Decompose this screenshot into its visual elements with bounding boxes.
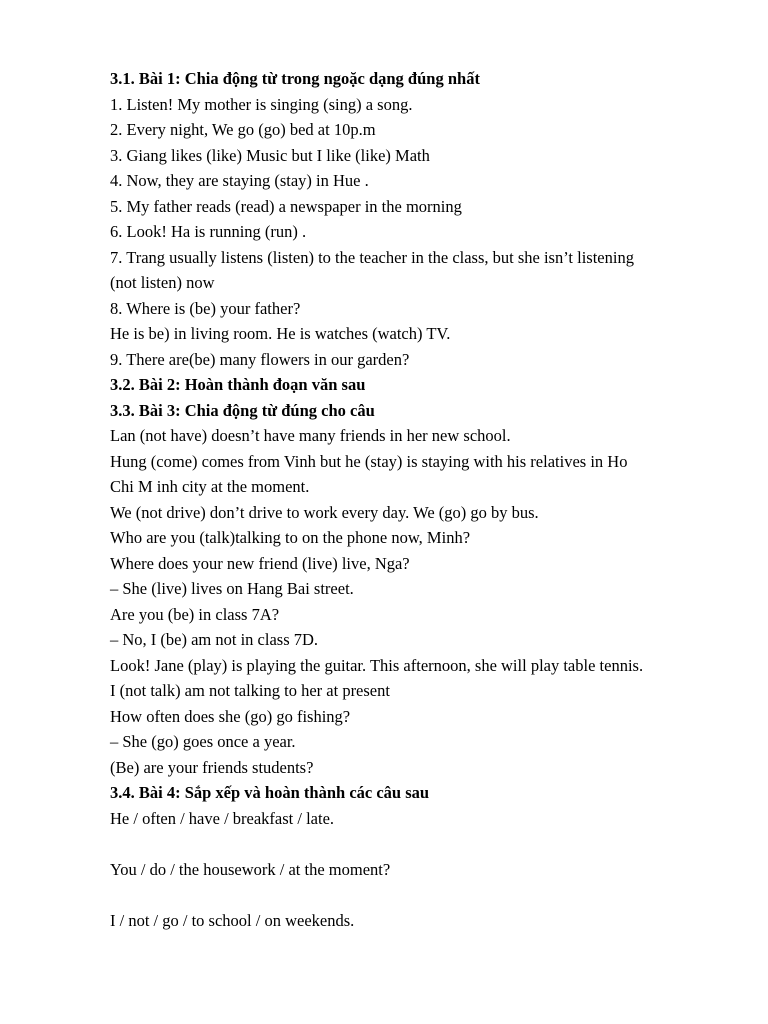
exercise-line: He / often / have / breakfast / late.	[110, 808, 335, 828]
exercise-line: Who are you (talk)talking to on the phone now, Minh?	[110, 528, 471, 547]
exercise-line: 4. Now, they are staying (stay) in Hue .	[110, 171, 369, 190]
exercise-line: 6. Look! Ha is running (run) .	[110, 222, 307, 241]
section-heading-3-4: 3.4. Bài 4: Sắp xếp và hoàn thành các câu sau	[110, 783, 430, 802]
exercise-line: – No, I (be) am not in class 7D.	[110, 630, 319, 649]
document-page	[110, 66, 710, 933]
exercise-line: 7. Trang usually listens (listen) to the teacher in the class, but she isn’t listening	[110, 247, 634, 267]
blank-line	[110, 831, 710, 857]
exercise-line: 3. Giang likes (like) Music but I like (like) Math	[110, 145, 430, 165]
exercise-line: (not listen) now	[110, 273, 215, 292]
blank-line	[110, 882, 710, 908]
section-heading-3-1: 3.1. Bài 1: Chia động từ trong ngoặc dạng đúng nhất	[110, 69, 480, 88]
exercise-line: Are you (be) in class 7A?	[110, 604, 280, 624]
exercise-line: – She (live) lives on Hang Bai street.	[110, 579, 354, 598]
exercise-line: Look! Jane (play) is playing the guitar. This afternoon, she will play table tennis.	[110, 655, 644, 675]
exercise-line: 5. My father reads (read) a newspaper in the morning	[110, 196, 462, 216]
exercise-line: 1. Listen! My mother is singing (sing) a song.	[110, 94, 413, 114]
exercise-line: I / not / go / to school / on weekends.	[110, 910, 355, 930]
exercise-line: 2. Every night, We go (go) bed at 10p.m	[110, 120, 376, 139]
exercise-line: 8. Where is (be) your father?	[110, 298, 301, 318]
exercise-line: You / do / the housework / at the moment?	[110, 859, 391, 879]
exercise-line: Where does your new friend (live) live, Nga?	[110, 553, 410, 573]
exercise-line: Hung (come) comes from Vinh but he (stay) is staying with his relatives in Ho	[110, 451, 628, 471]
exercise-line: He is be) in living room. He is watches (watch) TV.	[110, 324, 451, 343]
exercise-line: Chi M inh city at the moment.	[110, 477, 310, 496]
exercise-line: How often does she (go) go fishing?	[110, 706, 351, 726]
exercise-line: Lan (not have) doesn’t have many friends in her new school.	[110, 426, 511, 445]
exercise-line: (Be) are your friends students?	[110, 757, 314, 777]
section-heading-3-3: 3.3. Bài 3: Chia động từ đúng cho câu	[110, 400, 375, 420]
section-heading-3-2: 3.2. Bài 2: Hoàn thành đoạn văn sau	[110, 375, 366, 394]
exercise-line: We (not drive) don’t drive to work every day. We (go) go by bus.	[110, 502, 539, 522]
exercise-line: I (not talk) am not talking to her at present	[110, 681, 390, 700]
exercise-line: 9. There are(be) many flowers in our garden?	[110, 349, 410, 369]
exercise-line: – She (go) goes once a year.	[110, 732, 296, 751]
